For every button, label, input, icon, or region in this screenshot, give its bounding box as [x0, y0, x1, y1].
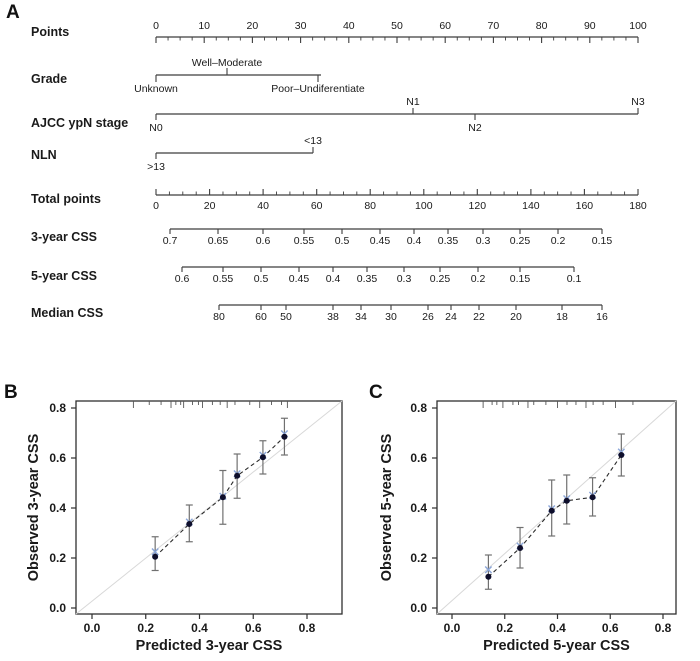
nomogram-tick-label: 60: [439, 20, 452, 32]
nomogram-tick-label: 60: [310, 200, 323, 212]
data-point: [618, 452, 624, 458]
data-point: [260, 454, 266, 460]
nomogram-tick-label: 0.5: [334, 235, 350, 247]
nomogram-row-label: Grade: [31, 72, 68, 86]
nomogram-tick-label: 50: [280, 311, 292, 323]
nomogram-tick-label: 0.65: [207, 235, 229, 247]
nomogram-category-label: >13: [147, 161, 165, 173]
nomogram-tick-label: 0.4: [406, 235, 422, 247]
nomogram-tick-label: 100: [415, 200, 433, 212]
data-point: [281, 434, 287, 440]
data-point: [234, 473, 240, 479]
nomogram-tick-label: 0.7: [162, 235, 178, 247]
nomogram-tick-label: 80: [213, 311, 225, 323]
nomogram-tick-label: 0.5: [253, 273, 269, 285]
nomogram-tick-label: 40: [257, 200, 269, 212]
y-tick-label: 0.2: [49, 551, 66, 565]
x-tick-label: 0.8: [654, 621, 672, 635]
data-point: [152, 554, 158, 560]
nomogram-tick-label: 0.55: [293, 235, 315, 247]
nomogram-row-label: Median CSS: [31, 306, 104, 320]
nomogram-tick-label: 24: [445, 311, 457, 323]
nomogram-tick-label: 0.6: [255, 235, 271, 247]
data-point: [220, 494, 226, 500]
nomogram-tick-label: 0.2: [550, 235, 566, 247]
nomogram-tick-label: 0: [153, 20, 159, 32]
data-point: [517, 545, 523, 551]
nomogram-tick-label: 22: [473, 311, 485, 323]
panel-a-label: A: [6, 2, 20, 23]
nomogram-row-label: AJCC ypN stage: [31, 116, 129, 130]
y-tick-label: 0.4: [49, 501, 66, 515]
x-tick-label: 0.6: [244, 621, 262, 635]
nomogram-row-label: Total points: [31, 192, 101, 206]
nomogram-row-label: Points: [31, 25, 70, 39]
nomogram-tick-label: 0.2: [470, 273, 486, 285]
x-axis-title: Predicted 3-year CSS: [135, 638, 283, 654]
y-tick-label: 0.6: [410, 451, 427, 465]
panel-c-label: C: [369, 382, 383, 403]
nomogram-tick-label: 0.15: [591, 235, 613, 247]
nomogram-row-label: NLN: [31, 148, 57, 162]
nomogram-tick-label: 10: [198, 20, 211, 32]
nomogram-category-label: Unknown: [134, 83, 178, 95]
nomogram-tick-label: 120: [468, 200, 487, 212]
x-tick-label: 0.6: [601, 621, 619, 635]
nomogram-tick-label: 100: [629, 20, 647, 32]
nomogram-tick-label: 0.4: [325, 273, 341, 285]
nomogram-category-label: N3: [631, 96, 645, 108]
nomogram-tick-label: 80: [364, 200, 377, 212]
nomogram-tick-label: 0.15: [509, 273, 531, 285]
reference-diagonal: [76, 401, 342, 614]
nomogram-tick-label: 0.55: [212, 273, 234, 285]
y-axis-title: Observed 3-year CSS: [26, 433, 42, 582]
data-point: [485, 574, 491, 580]
nomogram-category-label: N0: [149, 122, 163, 134]
nomogram-row-label: 3-year CSS: [31, 230, 98, 244]
nomogram-tick-label: 16: [596, 311, 608, 323]
x-tick-label: 0.2: [496, 621, 514, 635]
nomogram-tick-label: 140: [522, 200, 540, 212]
nomogram-tick-label: 30: [385, 311, 397, 323]
nomogram-row-label: 5-year CSS: [31, 269, 98, 283]
nomogram-tick-label: 40: [342, 20, 355, 32]
y-tick-label: 0.8: [410, 401, 427, 415]
nomogram-tick-label: 30: [294, 20, 307, 32]
y-tick-label: 0.0: [410, 601, 427, 615]
nomogram-tick-label: 0.25: [429, 273, 451, 285]
nomogram-tick-label: 0: [153, 200, 159, 212]
nomogram-tick-label: 38: [327, 311, 339, 323]
data-point: [590, 494, 596, 500]
nomogram-tick-label: 20: [246, 20, 259, 32]
x-tick-label: 0.0: [443, 621, 461, 635]
y-tick-label: 0.4: [410, 501, 427, 515]
nomogram-tick-label: 0.35: [356, 273, 378, 285]
nomogram-tick-label: 0.45: [288, 273, 310, 285]
nomogram-tick-label: 0.25: [509, 235, 531, 247]
nomogram-tick-label: 180: [629, 200, 647, 212]
nomogram-tick-label: 50: [391, 20, 403, 32]
y-axis-title: Observed 5-year CSS: [379, 433, 395, 582]
nomogram-tick-label: 80: [535, 20, 548, 32]
y-tick-label: 0.8: [49, 401, 66, 415]
x-tick-label: 0.4: [549, 621, 566, 635]
x-tick-label: 0.2: [137, 621, 155, 635]
nomogram-tick-label: 20: [510, 311, 522, 323]
y-tick-label: 0.2: [410, 551, 427, 565]
calibration-line: [488, 455, 621, 577]
nomogram-tick-label: 0.1: [566, 273, 582, 285]
nomogram-tick-label: 26: [422, 311, 434, 323]
x-tick-label: 0.8: [298, 621, 316, 635]
data-point: [549, 508, 555, 514]
data-point: [564, 498, 570, 504]
nomogram-tick-label: 60: [255, 311, 267, 323]
nomogram-tick-label: 0.3: [396, 273, 412, 285]
nomogram-category-label: Poor–Undiferentiate: [271, 83, 365, 95]
nomogram-tick-label: 18: [556, 311, 568, 323]
calibration-line: [155, 437, 284, 557]
y-tick-label: 0.6: [49, 451, 66, 465]
nomogram-category-label: Well–Moderate: [191, 57, 263, 69]
y-tick-label: 0.0: [49, 601, 66, 615]
x-tick-label: 0.4: [191, 621, 208, 635]
nomogram-tick-label: 0.45: [369, 235, 391, 247]
data-point: [186, 521, 192, 527]
x-axis-title: Predicted 5-year CSS: [483, 638, 630, 654]
nomogram-category-label: N1: [406, 96, 420, 108]
reference-diagonal: [437, 401, 676, 614]
nomogram-category-label: N2: [468, 122, 482, 134]
nomogram-tick-label: 70: [487, 20, 500, 32]
nomogram-category-label: <13: [304, 135, 322, 147]
panel-b-label: B: [4, 382, 18, 403]
nomogram-tick-label: 20: [203, 200, 216, 212]
x-tick-label: 0.0: [83, 621, 101, 635]
nomogram-tick-label: 0.3: [475, 235, 491, 247]
nomogram-tick-label: 34: [355, 311, 367, 323]
nomogram-tick-label: 0.35: [437, 235, 459, 247]
nomogram-tick-label: 90: [583, 20, 596, 32]
nomogram-tick-label: 160: [575, 200, 594, 212]
nomogram-tick-label: 0.6: [174, 273, 190, 285]
